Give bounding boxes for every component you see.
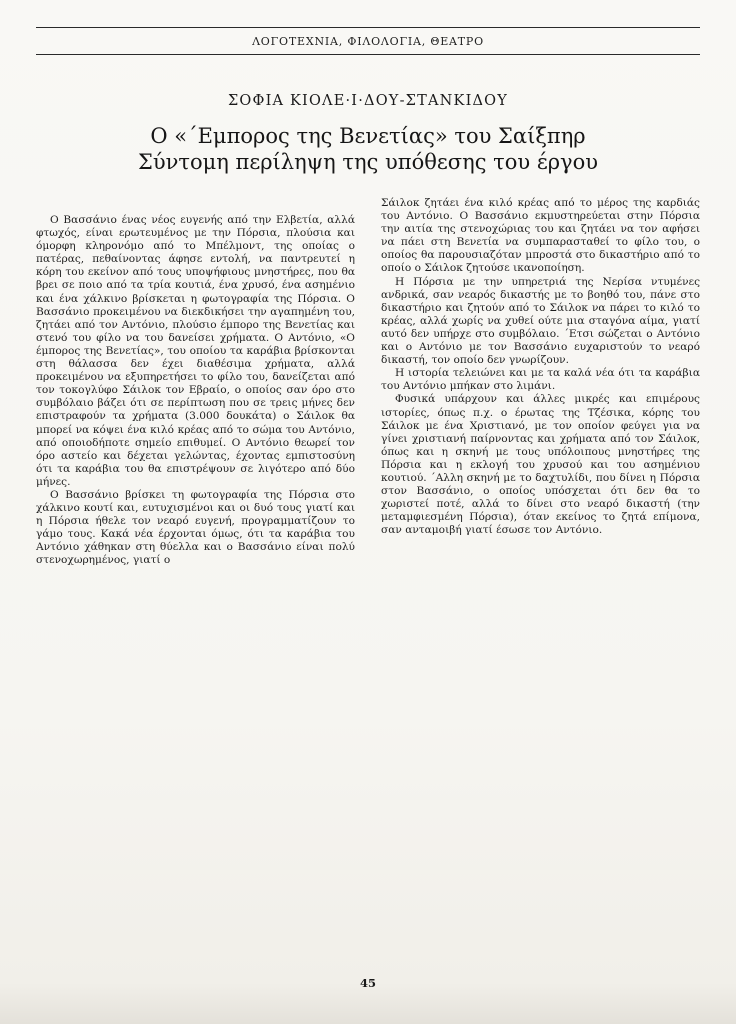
- paragraph: Η Πόρσια με την υπηρετριά της Νερίσα ντυμένες ανδρικά, σαν νεαρός δικαστής με το βοηθό του, πάνε στο δικαστήριο και ζητούν από το Σάιλοκ να πάρει το κιλό το κρέας, αλλά χωρίς να χυθεί ούτε μια σταγόνα αίμα, γιατί αυτό δεν υπήρχε στο συμβόλαιο. ΄Ετσι σώζεται ο Αντόνιο και ο Αντόνιο με τον Βασσάνιο ευχαριστούν το νεαρό δικαστή, τον οποίο δεν γνωρίζουν.: [381, 275, 700, 367]
- two-column-body: [36, 197, 700, 568]
- article-title: [36, 123, 700, 175]
- paragraph: Ο Βασσάνιο βρίσκει τη φωτογραφία της Πόρσια στο χάλκινο κουτί και, ευτυχισμένοι και οι δυό τους γιατί και η Πόρσια ήθελε τον νεαρό ευγενή, προγραμματίζουν το γάμο τους. Κακά νέα έρχονται όμως, ότι τα καράβια του Αντόνιο χάθηκαν στη θύελλα και ο Βασσάνιο είναι πολύ στενοχωρημένος, γιατί ο: [36, 488, 355, 567]
- article-title-line-2: Σύντομη περίληψη της υπόθεσης του έργου: [137, 150, 599, 174]
- paragraph: Η ιστορία τελειώνει και με τα καλά νέα ότι τα καράβια του Αντόνιο μπήκαν στο λιμάνι.: [381, 367, 700, 393]
- page-content: [0, 27, 736, 568]
- article-title-line-1: Ο «΄Εμπορος της Βενετίας» του Σαίξπηρ: [150, 124, 586, 148]
- right-column: [381, 197, 700, 568]
- paragraph-continuation: Σάιλοκ ζητάει ένα κιλό κρέας από το μέρος της καρδιάς του Αντόνιο. Ο Βασσάνιο εκμυστηρεύεται στην Πόρσια την αιτία της στενοχώριας του και ζητάει να τον αφήσει να πάει στη Βενετία να συμπαρασταθεί το φίλο του, ο οποίος θα παρουσιαζόταν μπροστά στο δικαστήριο από το οποίο ο Σάιλοκ ζητούσε ικανοποίηση.: [381, 197, 700, 275]
- left-column: [36, 197, 355, 568]
- paragraph: Ο Βασσάνιο ένας νέος ευγενής από την Ελβετία, αλλά φτωχός, είναι ερωτευμένος με την Πόρσια, πλούσια και όμορφη κληρονόμο από το Μπέλμοντ, της οποίας ο πατέρας, πεθαίνοντας άφησε εντολή, να παντρευτεί η κόρη του εκείνον από τους υποψήφιους μνηστήρες, που θα βρει σε ποιο από τα τρία κουτιά, ένα χρυσό, ένα ασημένιο και ένα χάλκινο βρίσκεται η φωτογραφία της Πόρσια. Ο Βασσάνιο προκειμένου να διεκδικήσει την αγαπημένη του, ζητάει από τον Αντόνιο, πλούσιο έμπορο της Βενετίας και στενό του φίλο να του δανείσει χρήματα. Ο Αντόνιο, «Ο έμπορος της Βενετίας», του οποίου τα καράβια βρίσκονται στη θάλασσα δεν έχει διαθέσιμα χρήματα, αλλά προκειμένου να εξυπηρετήσει το φίλο του, δανείζεται από τον τοκογλύφο Σάιλοκ τον Εβραίο, ο οποίος σαν όρο στο συμβόλαιο βάζει ότι σε περίπτωση που σε τρεις μήνες δεν επιστραφούν τα χρήματα (3.000 δουκάτα) ο Σάιλοκ θα μπορεί να κόψει ένα κιλό κρέας από το σώμα του Αντόνιο, από οποιοδήποτε σημείο επιθυμεί. Ο Αντόνιο θεωρεί τον όρο αστείο και δέχεται γελώντας, έχοντας εμπιστοσύνη ότι τα καράβια του θα επιστρέψουν σε λιγότερο από δύο μήνες.: [36, 214, 355, 488]
- author-name: ΣΟΦΙΑ ΚΙΟΛΕ·Ι·ΔΟΥ-ΣΤΑΝΚΙΔΟΥ: [227, 93, 509, 109]
- running-head: ΛΟΓΟΤΕΧΝΙΑ, ΦΙΛΟΛΟΓΙΑ, ΘΕΑΤΡΟ: [252, 35, 484, 48]
- header-rule-bottom: [36, 54, 700, 55]
- page-number: 45: [359, 976, 376, 990]
- paragraph: Φυσικά υπάρχουν και άλλες μικρές και επιμέρους ιστορίες, όπως π.χ. ο έρωτας της Τζέσικα, κόρης του Σάιλοκ με ένα Χριστιανό, με τον οποίον φεύγει για να γίνει χριστιανή παίρνοντας και χρήματα από τον Σάιλοκ, όπως και η σκηνή με τους υπόλοιπους μνηστήρες της Πόρσια και η εκλογή του χρυσού και του ασημένιου κουτιού. ΄Αλλη σκηνή με το δαχτυλίδι, που δίνει η Πόρσια στον Βασσάνιο, ο οποίος υπόσχεται ότι δεν θα το χωριστεί ποτέ, αλλά το δίνει στο νεαρό δικαστή (την μεταμφιεσμένη Πόρσια), όταν εκείνος το ζητά επίμονα, σαν ανταμοιβή γιατί έσωσε τον Αντόνιο.: [381, 393, 700, 537]
